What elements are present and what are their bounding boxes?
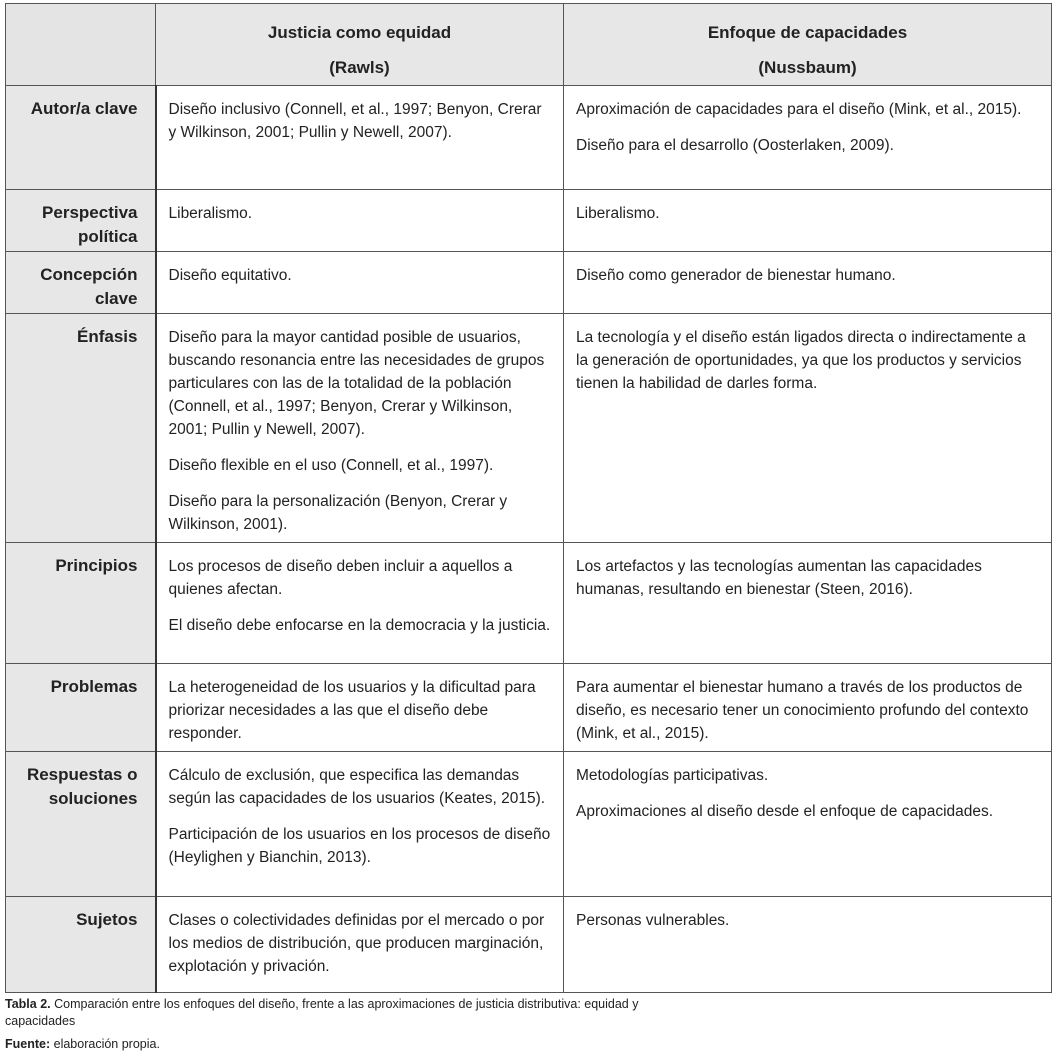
cell-paragraph: La tecnología y el diseño están ligados directa o indirectamente a la generación de oportunidades, ya que los productos y servicios tienen la habilidad de darles forma. [576,329,1026,392]
nussbaum-cell [564,897,1052,993]
cell-paragraph: Diseño como generador de bienestar humano. [576,267,896,284]
rawls-cell [156,86,564,190]
cell-paragraph: Diseño para la personalización (Benyon, Crerar y Wilkinson, 2001). [168,493,508,533]
cell-paragraph: Diseño flexible en el uso (Connell, et al., 1997). [168,457,494,474]
header-rawls-subtitle: (Rawls) [329,58,390,77]
table-row-respuestas [6,752,1052,897]
header-nussbaum [564,4,1052,86]
cell-paragraph: Diseño para el desarrollo (Oosterlaken, 2009). [576,137,894,154]
header-nussbaum-subtitle: (Nussbaum) [758,58,857,77]
cell-paragraph: Para aumentar el bienestar humano a través de los productos de diseño, es necesario tener un conocimiento profundo del contexto (Mink, et al., 2015). [576,679,1029,742]
row-label: Autor/a clave [6,86,156,190]
cell-paragraph: Participación de los usuarios en los procesos de diseño (Heylighen y Bianchin, 2013). [168,826,551,866]
table-row-perspectiva [6,190,1052,252]
cell-paragraph: Personas vulnerables. [576,912,730,929]
source-label: Fuente: [5,1037,51,1051]
rawls-cell [156,897,564,993]
cell-paragraph: El diseño debe enfocarse en la democracia y la justicia. [168,617,551,634]
cell-paragraph: Aproximaciones al diseño desde el enfoque de capacidades. [576,803,994,820]
nussbaum-cell [564,314,1052,543]
table-row-concepcion [6,252,1052,314]
row-label: Concepción clave [6,252,156,314]
nussbaum-cell [564,543,1052,664]
cell-paragraph: Los procesos de diseño deben incluir a aquellos a quienes afectan. [168,558,513,598]
table-row-sujetos [6,897,1052,993]
cell-paragraph: La heterogeneidad de los usuarios y la dificultad para priorizar necesidades a las que el diseño debe responder. [168,679,536,742]
table-row-principios [6,543,1052,664]
source-text: elaboración propia. [53,1037,160,1051]
table-row-enfasis [6,314,1052,543]
row-label: Respuestas o soluciones [6,752,156,897]
comparison-table [5,3,1052,993]
table-row-autor [6,86,1052,190]
cell-paragraph: Aproximación de capacidades para el diseño (Mink, et al., 2015). [576,101,1022,118]
nussbaum-cell [564,86,1052,190]
corner-cell [6,4,156,86]
rawls-cell [156,664,564,752]
row-label: Sujetos [6,897,156,993]
caption-label: Tabla 2. [5,997,51,1011]
nussbaum-cell [564,664,1052,752]
nussbaum-cell [564,252,1052,314]
rawls-cell [156,252,564,314]
nussbaum-cell [564,190,1052,252]
cell-paragraph: Los artefactos y las tecnologías aumentan las capacidades humanas, resultando en bienestar (Steen, 2016). [576,558,982,598]
row-label: Énfasis [6,314,156,543]
cell-paragraph: Liberalismo. [576,205,660,222]
rawls-cell [156,190,564,252]
row-label: Perspectiva política [6,190,156,252]
cell-paragraph: Cálculo de exclusión, que especifica las demandas según las capacidades de los usuarios (Keates, 2015). [168,767,546,807]
cell-paragraph: Clases o colectividades definidas por el mercado o por los medios de distribución, que producen marginación, explotación y privación. [168,912,545,975]
cell-paragraph: Diseño inclusivo (Connell, et al., 1997; Benyon, Crerar y Wilkinson, 2001; Pullin y Newell, 2007). [168,101,542,141]
header-row [6,4,1052,86]
header-rawls [156,4,564,86]
cell-paragraph: Diseño para la mayor cantidad posible de usuarios, buscando resonancia entre las necesidades de grupos particulares con las de la totalidad de la población (Connell, et al., 1997; Benyon, Crerar y Wilkinson, 2001; Pullin y Newell, 2007). [168,329,545,438]
rawls-cell [156,314,564,543]
header-rawls-title: Justicia como equidad [267,23,452,42]
nussbaum-cell [564,752,1052,897]
row-label: Principios [6,543,156,664]
rawls-cell [156,752,564,897]
cell-paragraph: Metodologías participativas. [576,767,769,784]
table-row-problemas [6,664,1052,752]
cell-paragraph: Liberalismo. [168,205,253,222]
header-nussbaum-title: Enfoque de capacidades [707,23,908,42]
caption-text: Comparación entre los enfoques del diseño, frente a las aproximaciones de justicia distributiva: equidad y capacidades [5,997,639,1028]
table-caption [5,996,705,1030]
cell-paragraph: Diseño equitativo. [168,267,292,284]
row-label: Problemas [6,664,156,752]
table-source [5,1036,160,1053]
rawls-cell [156,543,564,664]
